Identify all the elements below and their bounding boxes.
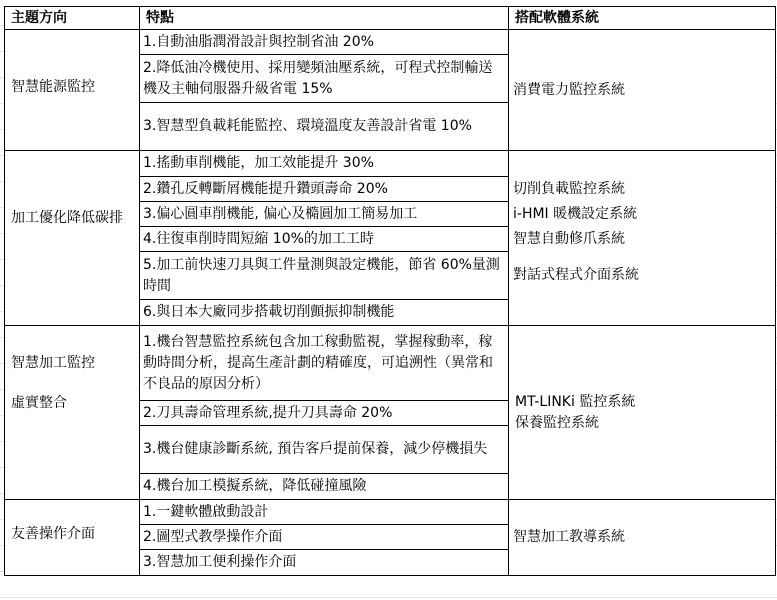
feature-cell: 1.搖動車削機能，加工效能提升 30% [140,151,509,177]
header-theme: 主題方向 [5,7,140,30]
software-label: MT-LINKi 監控系統 [515,393,636,410]
theme-cell [5,151,140,326]
table-row [5,30,776,55]
theme-cell [5,326,140,500]
feature-cell: 4.機台加工模擬系統，降低碰撞風險 [140,474,509,500]
feature-cell: 5.加工前快速刀具與工件量測與設定機能，節省 60%量測時間 [140,252,509,300]
software-label: 保養監控系統 [515,414,599,431]
feature-table [4,6,776,576]
theme-cell [5,30,140,151]
table-row [5,500,776,525]
feature-cell: 4.往復車削時間短縮 10%的加工工時 [140,227,509,252]
theme-label: 友善操作介面 [11,526,95,542]
header-software: 搭配軟體系統 [509,7,776,30]
theme-label: 虛實整合 [11,395,67,411]
feature-cell: 3.智慧加工便利操作介面 [140,550,509,576]
software-label: 智慧自動修爪系統 [513,231,625,247]
header-features: 特點 [140,7,509,30]
theme-label: 智慧能源監控 [11,79,95,95]
header-row [5,7,776,30]
theme-label: 智慧加工監控 [11,355,95,371]
software-cell [509,500,776,576]
feature-cell: 1.機台智慧監控系統包含加工稼動監視，掌握稼動率，稼動時間分析，提高生產計劃的精確度，可追溯性（異常和不良品的原因分析） [140,326,509,401]
feature-cell: 2.鑽孔反轉斷屑機能提升鑽頭壽命 20% [140,177,509,202]
table-row [5,326,776,401]
feature-cell: 1.一鍵軟體啟動設計 [140,500,509,525]
feature-cell: 2.降低油冷機使用、採用變頻油壓系統，可程式控制輸送機及主軸伺服器升級省電 15% [140,55,509,103]
theme-label: 加工優化降低碳排 [11,210,123,226]
feature-cell: 2.刀具壽命管理系統,提升刀具壽命 20% [140,401,509,426]
software-cell [509,30,776,151]
software-label: 對話式程式介面系統 [513,267,639,283]
software-label: i-HMI 暖機設定系統 [513,206,638,222]
feature-cell: 1.自動油脂潤滑設計與控制省油 20% [140,30,509,55]
software-label: 消費電力監控系統 [513,81,625,98]
feature-cell: 6.與日本大廠同步搭載切削顫振抑制機能 [140,300,509,326]
feature-cell: 2.圖型式教學操作介面 [140,525,509,550]
theme-cell [5,500,140,576]
feature-cell: 3.智慧型負載耗能監控、環境溫度友善設計省電 10% [140,103,509,151]
feature-cell: 3.偏心圓車削機能, 偏心及橢圓加工簡易加工 [140,202,509,227]
software-label: 智慧加工教導系統 [513,529,625,545]
feature-cell: 3.機台健康診斷系統, 預告客戶提前保養，減少停機損失 [140,426,509,474]
table-row [5,151,776,177]
software-cell [509,326,776,500]
software-label: 切削負載監控系統 [513,181,625,197]
software-cell [509,151,776,326]
